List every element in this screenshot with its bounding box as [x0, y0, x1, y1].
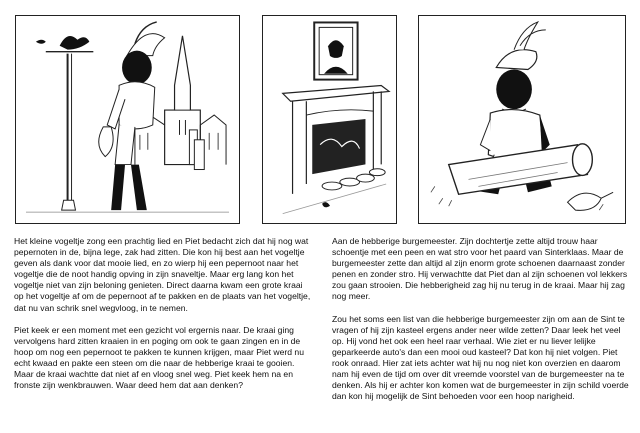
comic-illustration-piet-with-bird-icon	[16, 16, 239, 223]
panel-piet-street	[15, 15, 240, 224]
panel-fireplace-shoes	[262, 15, 397, 224]
comic-illustration-fireplace-shoes-icon	[263, 16, 396, 223]
paragraph: Piet keek er een moment met een gezicht vol ergernis naar. De kraai ging vervolgens hard zitten kraaien in en poging om ook te gaan zingen en in de hoop om nog een pepernoot te pakken te kunnen krijgen, maar Piet werd nu echt kwaad en pakte een steen om die naar de hebberige kraai te gooien. Maar de kraai wachtte dat niet af en vloog snel weg. Piet keek hem na en fronste zijn wenkbrauwen. Waar deed hem dat aan denken?	[14, 324, 304, 391]
text-column-right	[332, 236, 632, 413]
text-column-left	[14, 236, 314, 402]
panel-piet-on-log	[418, 15, 626, 224]
paragraph: Het kleine vogeltje zong een prachtig lied en Piet bedacht zich dat hij nog wat pepernoten in de, bijna lege, zak had zitten. Die kon hij best aan het vogeltje geven als dank voor dat mooie lied, en zo wierp hij een pepernoot naar het vogeltje die de noot handig opving in zijn snaveltje. Maar erg lang kon het vogeltje niet van zijn beloning genieten. Direct daarna kwam een grote kraai op het vogeltje af om de pepernoot af te pakken en de plaats van het vogeltje, dat nu van schrik snel wegvloog, in te nemen.	[14, 236, 311, 313]
paragraph: Aan de hebberige burgemeester. Zijn dochtertje zette altijd trouw haar schoentje met een peen en wat stro voor het paard van Sinterklaas. Maar de burgemeester zette dan altijd al zijn enorm grote schoenen daarnaast zonder penen en zonder stro. Hij verwachtte dat Piet dan al zijn schoenen vol lekkers zou gaan strooien. Die hebberigheid zag hij nu terug in de kraai. Maar hij zag nog meer.	[332, 236, 628, 302]
paragraph: Zou het soms een list van die hebberige burgemeester zijn om aan de Sint te vragen of hij zijn kasteel ergens ander neer wilde zetten? Daar leek het veel op. Hij vond het ook een heel raar verhaal. Wie ziet er nu liever lelijke geparkeerde auto's dan een mooi oud kasteel? Dat kon hij niet volgen. Piet rook onraad. Hier zat iets achter wat hij nu nog niet kon overzien en daarom nam hij even de tijd om over dit vreemde voorstel van de burgemeester na te denken. Als hij er achter kon komen wat de burgemeester in zijn schild voerde dan kon hij mogelijk de Sint behoeden voor een hoop narigheid.	[332, 313, 629, 402]
comic-illustration-piet-on-log-icon	[419, 16, 625, 223]
